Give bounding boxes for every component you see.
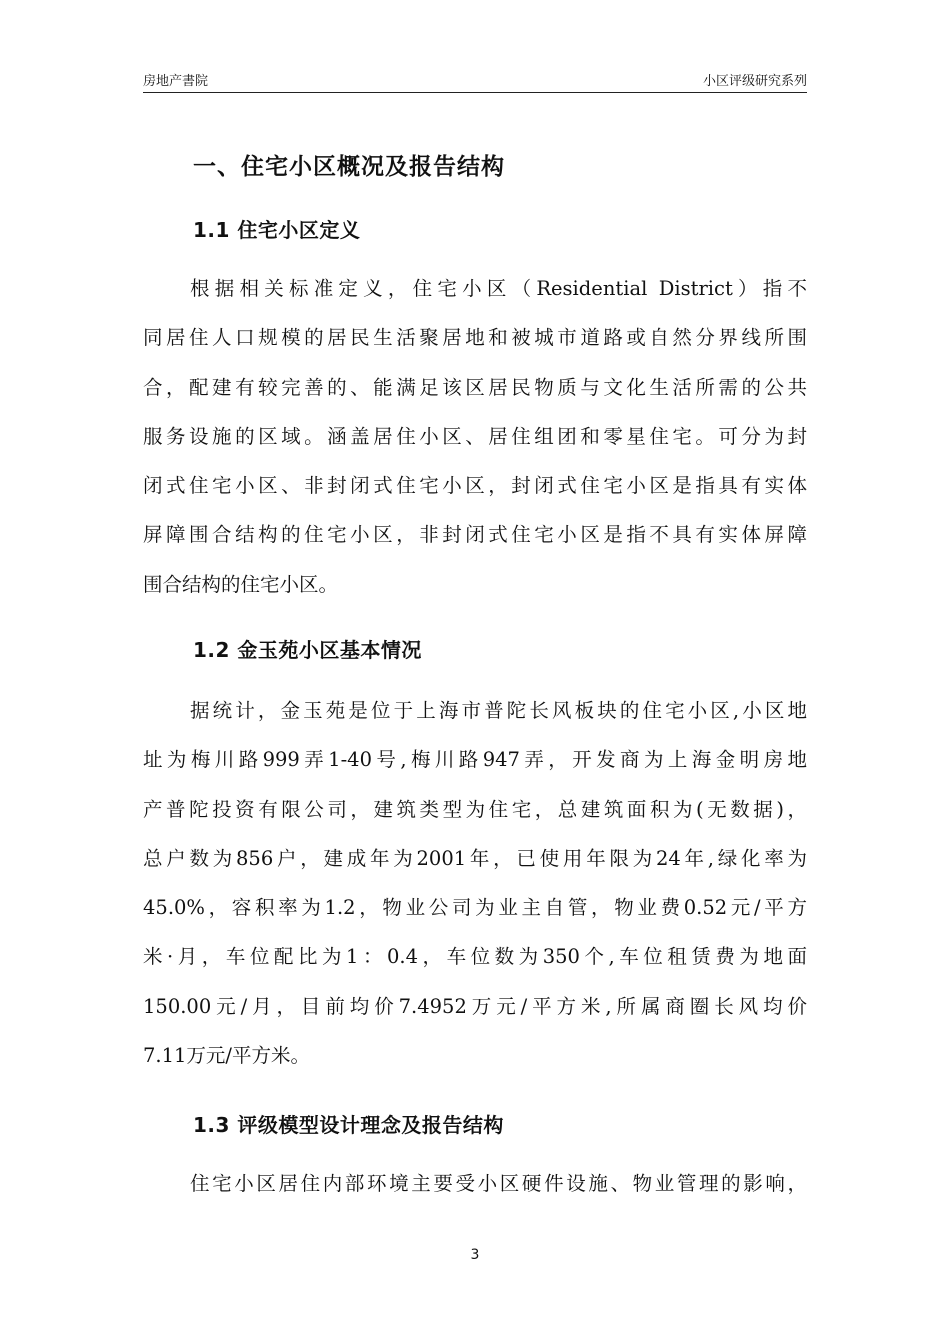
section-heading-1-3: 1.3 评级模型设计理念及报告结构 (193, 1113, 504, 1137)
paragraph-line: 150.00元/月，目前均价7.4952万元/平方米,所属商圈长风均价 (143, 994, 807, 1018)
header-right-title: 小区评级研究系列 (702, 74, 807, 89)
paragraph-line: 据统计，金玉苑是位于上海市普陀长风板块的住宅小区,小区地 (190, 699, 807, 722)
paragraph-line: 根据相关标准定义，住宅小区（Residential District）指不 (190, 277, 807, 300)
section-1-3-paragraph (143, 1170, 807, 1219)
section-heading-1-2: 1.2 金玉苑小区基本情况 (193, 638, 422, 662)
section-1-1-paragraph (143, 275, 807, 620)
paragraph-line: 合，配建有较完善的、能满足该区居民物质与文化生活所需的公共 (143, 375, 807, 399)
section-heading-1-1: 1.1 住宅小区定义 (193, 218, 361, 242)
header-left-title: 房地产書院 (143, 74, 209, 89)
paragraph-line: 总户数为856户，建成年为2001年，已使用年限为24年,绿化率为 (143, 846, 807, 870)
paragraph-line: 服务设施的区域。涵盖居住小区、居住组团和零星住宅。可分为封 (143, 424, 807, 448)
page-number: 3 (470, 1247, 480, 1263)
paragraph-line: 闭式住宅小区、非封闭式住宅小区，封闭式住宅小区是指具有实体 (143, 474, 807, 498)
page-header (143, 66, 807, 93)
paragraph-line: 米·月，车位配比为1：0.4，车位数为350个,车位租赁费为地面 (143, 945, 807, 969)
paragraph-line: 址为梅川路999弄1-40号,梅川路947弄，开发商为上海金明房地 (143, 748, 807, 772)
paragraph-line: 7.11万元/平方米。 (143, 1044, 310, 1068)
section-1-2-paragraph (143, 697, 807, 1091)
paragraph-line: 产普陀投资有限公司，建筑类型为住宅，总建筑面积为(无数据)， (143, 797, 807, 821)
paragraph-line: 屏障围合结构的住宅小区，非封闭式住宅小区是指不具有实体屏障 (143, 523, 807, 547)
chapter-heading: 一、住宅小区概况及报告结构 (193, 154, 505, 180)
paragraph-line: 45.0%，容积率为1.2，物业公司为业主自管，物业费0.52元/平方 (143, 896, 807, 920)
paragraph-line: 同居住人口规模的居民生活聚居地和被城市道路或自然分界线所围 (143, 326, 807, 350)
paragraph-line: 住宅小区居住内部环境主要受小区硬件设施、物业管理的影响， (190, 1172, 807, 1195)
paragraph-line: 围合结构的住宅小区。 (143, 572, 339, 596)
